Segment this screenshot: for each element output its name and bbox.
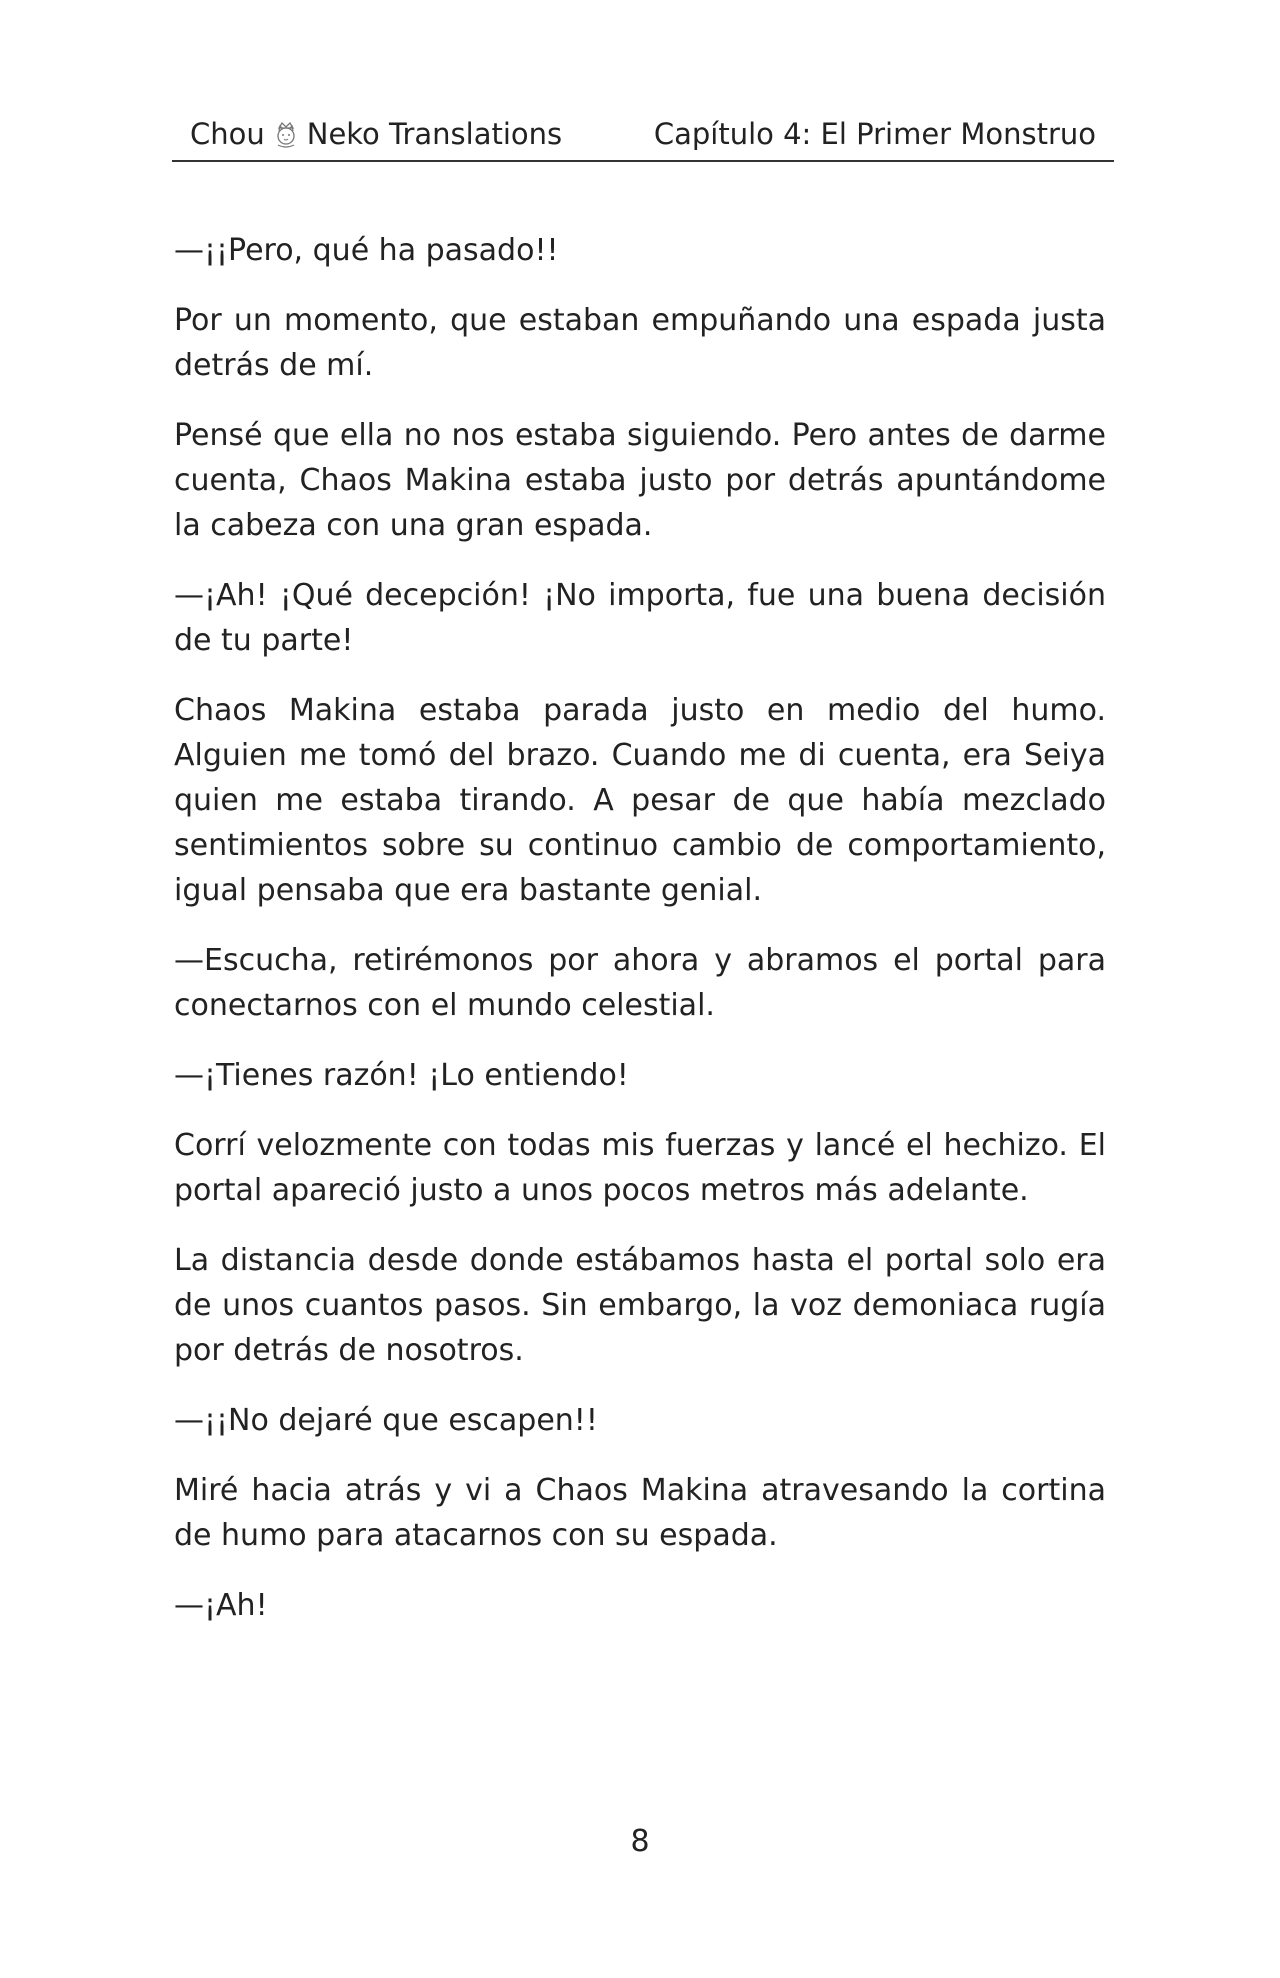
header-site-name-part1: Chou xyxy=(190,117,265,151)
paragraph: Chaos Makina estaba parada justo en medio del humo. Alguien me tomó del brazo. Cuando me di cuenta, era Seiya quien me estaba tirando. A pesar de que había mezclado sentimientos sobre su continuo cambio de comportamiento, igual pensaba que era bastante genial. xyxy=(174,693,1106,908)
page-number: 8 xyxy=(630,1824,650,1859)
paragraph: Corrí velozmente con todas mis fuerzas y lancé el hechizo. El portal apareció justo a unos pocos metros más adelante. xyxy=(174,1128,1106,1208)
paragraph: —¡¡No dejaré que escapen!! xyxy=(174,1403,598,1438)
header-site-name-part2: Neko Translations xyxy=(306,117,563,151)
paragraph: —¡Tienes razón! ¡Lo entiendo! xyxy=(174,1058,629,1093)
page-body xyxy=(174,228,1106,1653)
paragraph: —Escucha, retirémonos por ahora y abramos el portal para conectarnos con el mundo celestial. xyxy=(174,943,1106,1023)
header-site-name xyxy=(190,116,562,152)
paragraph: Por un momento, que estaban empuñando una espada justa detrás de mí. xyxy=(174,303,1106,383)
paragraph: Miré hacia atrás y vi a Chaos Makina atravesando la cortina de humo para atacarnos con su espada. xyxy=(174,1473,1106,1553)
paragraph: Pensé que ella no nos estaba siguiendo. Pero antes de darme cuenta, Chaos Makina estaba justo por detrás apuntándome la cabeza con una gran espada. xyxy=(174,418,1106,543)
paragraph: —¡¡Pero, qué ha pasado!! xyxy=(174,233,559,268)
paragraph: —¡Ah! xyxy=(174,1588,268,1623)
header-chapter-title: Capítulo 4: El Primer Monstruo xyxy=(653,117,1096,151)
page-header xyxy=(172,112,1114,162)
cat-crown-icon xyxy=(271,119,301,149)
paragraph: La distancia desde donde estábamos hasta el portal solo era de unos cuantos pasos. Sin embargo, la voz demoniaca rugía por detrás de nosotros. xyxy=(174,1243,1106,1368)
paragraph: —¡Ah! ¡Qué decepción! ¡No importa, fue una buena decisión de tu parte! xyxy=(174,578,1106,658)
